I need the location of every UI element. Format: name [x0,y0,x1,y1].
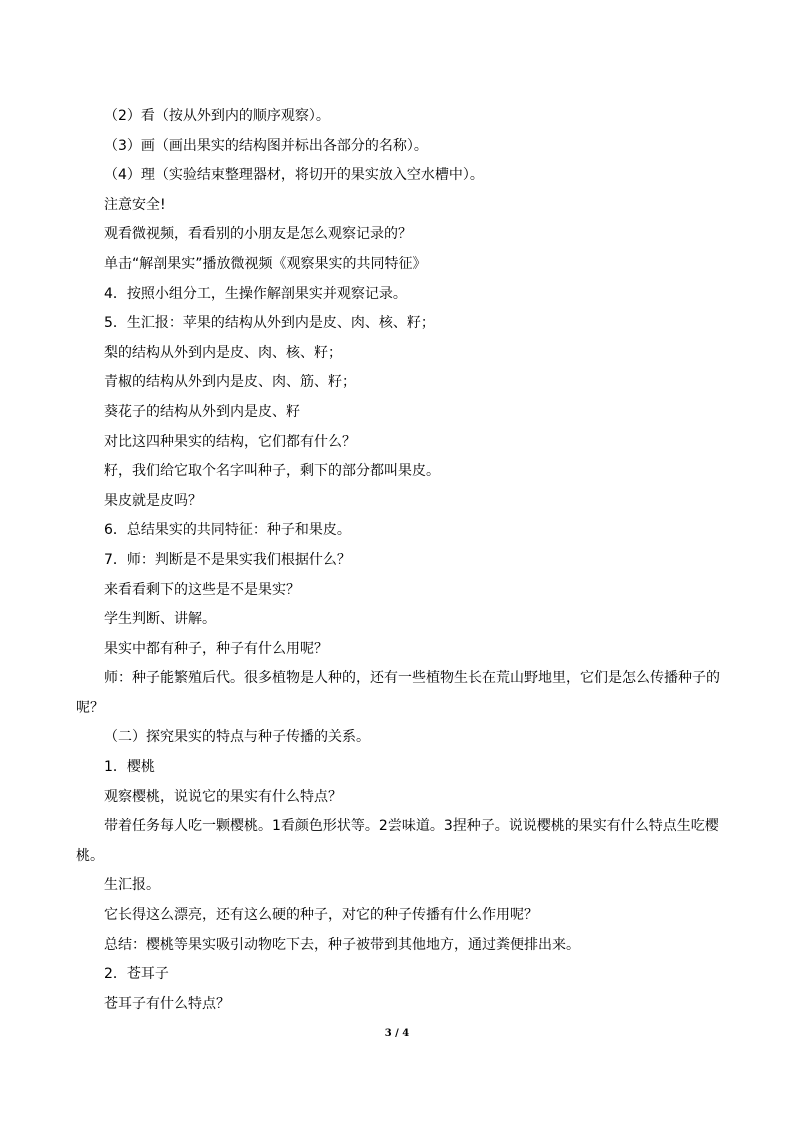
paragraph: 籽，我们给它取个名字叫种子，剩下的部分都叫果皮。 [104,463,440,480]
paragraph: 带着任务每人吃一颗樱桃。1看颜色形状等。2尝味道。3捏种子。说说樱桃的果实有什么特点生吃樱桃。 [76,818,719,864]
paragraph: 单击“解剖果实”播放微视频《观察果实的共同特征》 [104,255,427,272]
paragraph: （二）探究果实的特点与种子传播的关系。 [104,729,370,746]
paragraph: 对比这四种果实的结构，它们都有什么？ [104,433,356,450]
paragraph: 注意安全! [104,196,166,213]
paragraph: 7．师：判断是不是果实我们根据什么？ [104,551,351,568]
paragraph: 总结：樱桃等果实吸引动物吃下去，种子被带到其他地方，通过粪便排出来。 [104,936,580,953]
paragraph: （2）看（按从外到内的顺序观察）。 [104,108,330,124]
document-body [76,102,724,1019]
paragraph: 师：种子能繁殖后代。很多植物是人种的，还有一些植物生长在荒山野地里，它们是怎么传播种子的呢？ [76,670,720,716]
paragraph: 果实中都有种子，种子有什么用呢？ [104,640,328,657]
paragraph: 生汇报。 [104,877,160,894]
paragraph: 学生判断、讲解。 [104,611,216,628]
paragraph: 4．按照小组分工，生操作解剖果实并观察记录。 [104,285,407,302]
paragraph: （4）理（实验结束整理器材，将切开的果实放入空水槽中）。 [104,167,484,184]
paragraph: （3）画（画出果实的结构图并标出各部分的名称）。 [104,137,428,154]
paragraph: 葵花子的结构从外到内是皮、籽 [104,403,300,420]
paragraph: 青椒的结构从外到内是皮、肉、筋、籽； [104,374,356,391]
paragraph: 来看看剩下的这些是不是果实？ [104,581,300,598]
paragraph: 6．总结果实的共同特征：种子和果皮。 [104,522,351,539]
paragraph: 2．苍耳子 [104,966,169,983]
paragraph: 梨的结构从外到内是皮、肉、核、籽； [104,344,342,361]
page-number: 3 / 4 [384,1028,410,1039]
paragraph: 它长得这么漂亮，还有这么硬的种子，对它的种子传播有什么作用呢？ [104,907,538,924]
paragraph: 观看微视频，看看别的小朋友是怎么观察记录的？ [104,226,412,243]
paragraph: 观察樱桃，说说它的果实有什么特点？ [104,788,342,805]
paragraph: 5．生汇报：苹果的结构从外到内是皮、肉、核、籽； [104,315,435,332]
paragraph: 1．樱桃 [104,759,155,776]
paragraph: 果皮就是皮吗？ [104,492,202,509]
paragraph: 苍耳子有什么特点？ [104,995,230,1012]
